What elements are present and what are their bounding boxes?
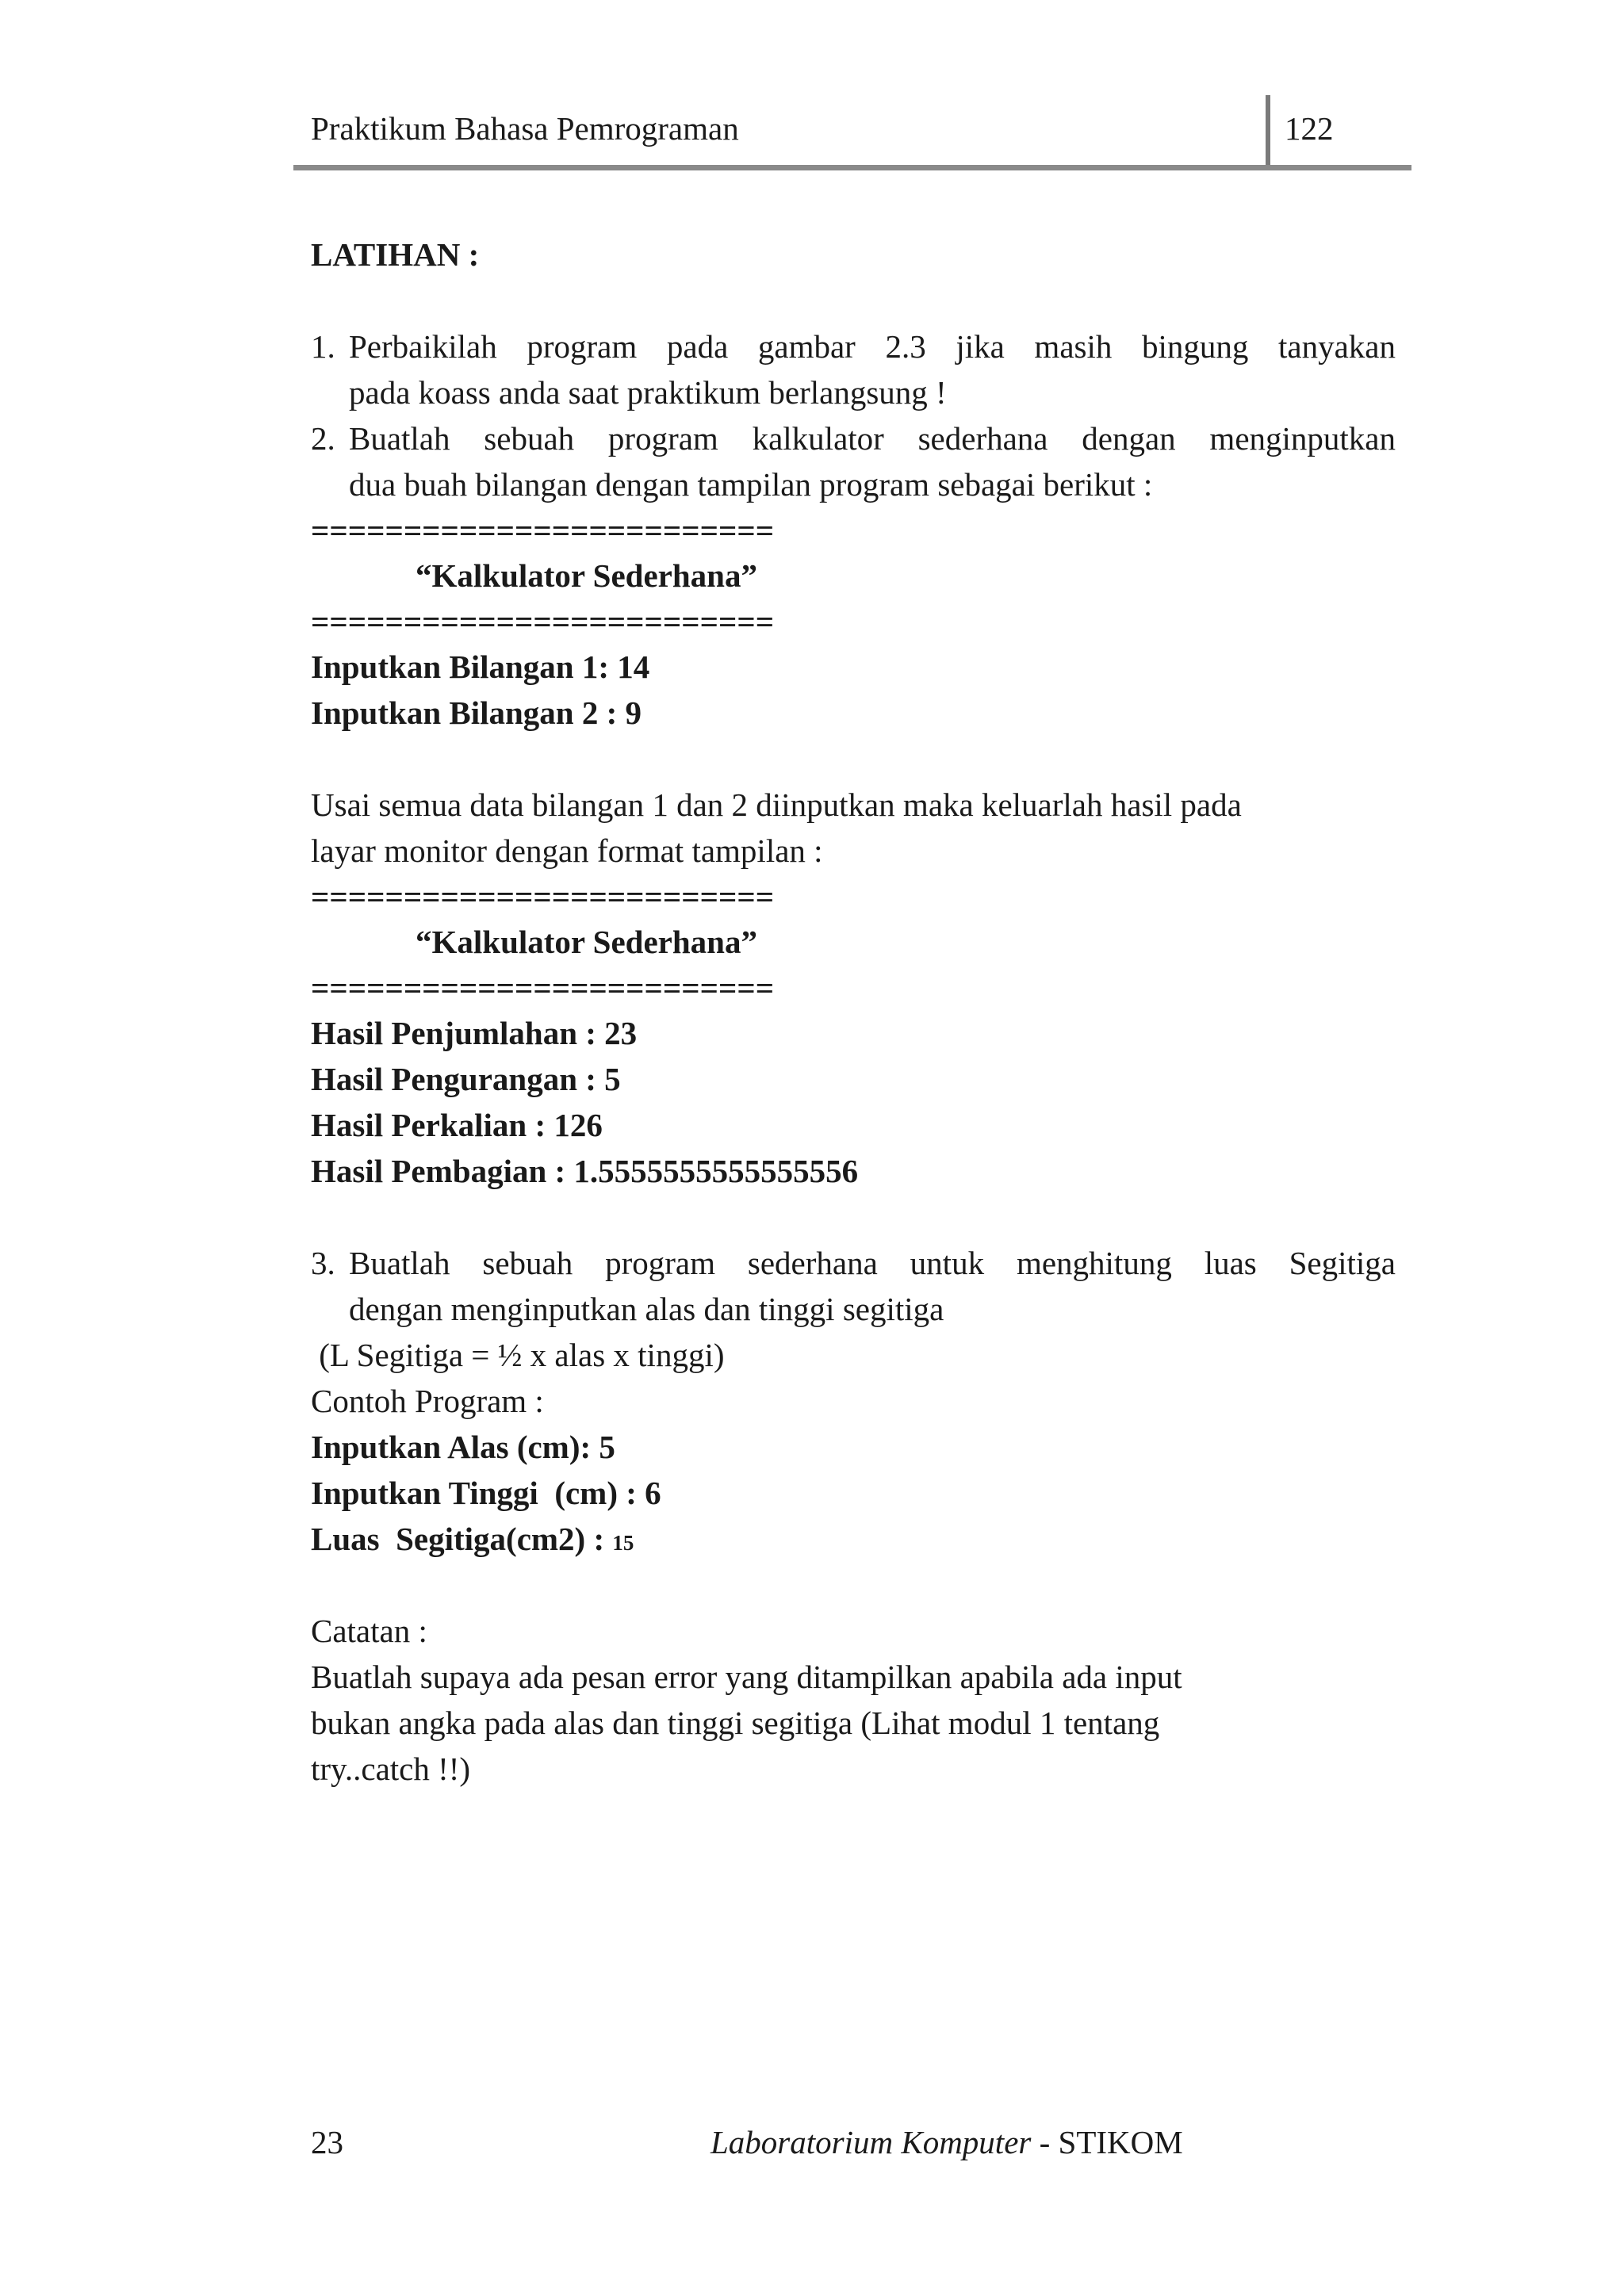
page-content — [311, 232, 1396, 1792]
input-line: Inputkan Bilangan 1: 14 — [311, 649, 650, 685]
result-line: Hasil Pembagian : 1.5555555555555556 — [311, 1153, 859, 1189]
paragraph-line: layar monitor dengan format tampilan : — [311, 832, 823, 869]
exercise-item-2 — [311, 415, 1396, 507]
result-line: Hasil Penjumlahan : 23 — [311, 1015, 638, 1051]
item-number: 3. — [311, 1245, 335, 1281]
example-line: Inputkan Tinggi (cm) : 6 — [311, 1475, 661, 1511]
result-line: Hasil Pengurangan : 5 — [311, 1061, 621, 1097]
header-page-number: 122 — [1285, 110, 1334, 147]
area-value: 15 — [612, 1531, 634, 1555]
header-vertical-divider — [1266, 95, 1270, 168]
item-line: Perbaikilah program pada gambar 2.3 jika masih bingung tanyakan — [349, 328, 1396, 365]
example-line: Inputkan Alas (cm): 5 — [311, 1429, 615, 1465]
paragraph-line: Usai semua data bilangan 1 dan 2 diinputkan maka keluarlah hasil pada — [311, 786, 1242, 823]
formula-line: (L Segitiga = ½ x alas x tinggi) — [311, 1337, 725, 1373]
item-number: 1. — [311, 328, 335, 365]
separator-line: ========================= — [311, 878, 775, 915]
running-header-title: Praktikum Bahasa Pemrograman — [311, 110, 739, 147]
item-line: Buatlah sebuah program kalkulator sederhana dengan menginputkan — [349, 420, 1396, 457]
separator-line: ========================= — [311, 970, 775, 1006]
calculator-title: “Kalkulator Sederhana” — [416, 924, 757, 960]
footer-lab-rest: - STIKOM — [1031, 2124, 1183, 2160]
section-title: LATIHAN : — [311, 236, 480, 273]
area-line — [311, 1516, 1396, 1562]
note-line: Buatlah supaya ada pesan error yang ditampilkan apabila ada input — [311, 1659, 1182, 1695]
item-line: dengan menginputkan alas dan tinggi segitiga — [349, 1291, 944, 1327]
separator-line: ========================= — [311, 603, 775, 640]
calculator-title: “Kalkulator Sederhana” — [416, 557, 757, 594]
footer-lab-italic: Laboratorium Komputer — [710, 2124, 1032, 2160]
footer-page-number: 23 — [311, 2124, 343, 2160]
note-label: Catatan : — [311, 1613, 427, 1649]
example-label: Contoh Program : — [311, 1383, 544, 1419]
exercise-item-3 — [311, 1240, 1396, 1332]
item-line: Buatlah sebuah program sederhana untuk menghitung luas Segitiga — [349, 1245, 1396, 1281]
item-line: dua buah bilangan dengan tampilan program sebagai berikut : — [349, 466, 1153, 503]
result-line: Hasil Perkalian : 126 — [311, 1107, 603, 1143]
exercise-item-1 — [311, 323, 1396, 415]
header-rule — [293, 165, 1411, 170]
item-line: pada koass anda saat praktikum berlangsung ! — [349, 374, 947, 411]
footer-lab-name — [710, 2118, 1183, 2166]
area-label: Luas Segitiga(cm2) : — [311, 1521, 613, 1557]
item-number: 2. — [311, 420, 335, 457]
note-line: bukan angka pada alas dan tinggi segitiga (Lihat modul 1 tentang — [311, 1705, 1160, 1741]
note-line: try..catch !!) — [311, 1751, 471, 1787]
separator-line: ========================= — [311, 512, 775, 549]
input-line: Inputkan Bilangan 2 : 9 — [311, 695, 642, 731]
